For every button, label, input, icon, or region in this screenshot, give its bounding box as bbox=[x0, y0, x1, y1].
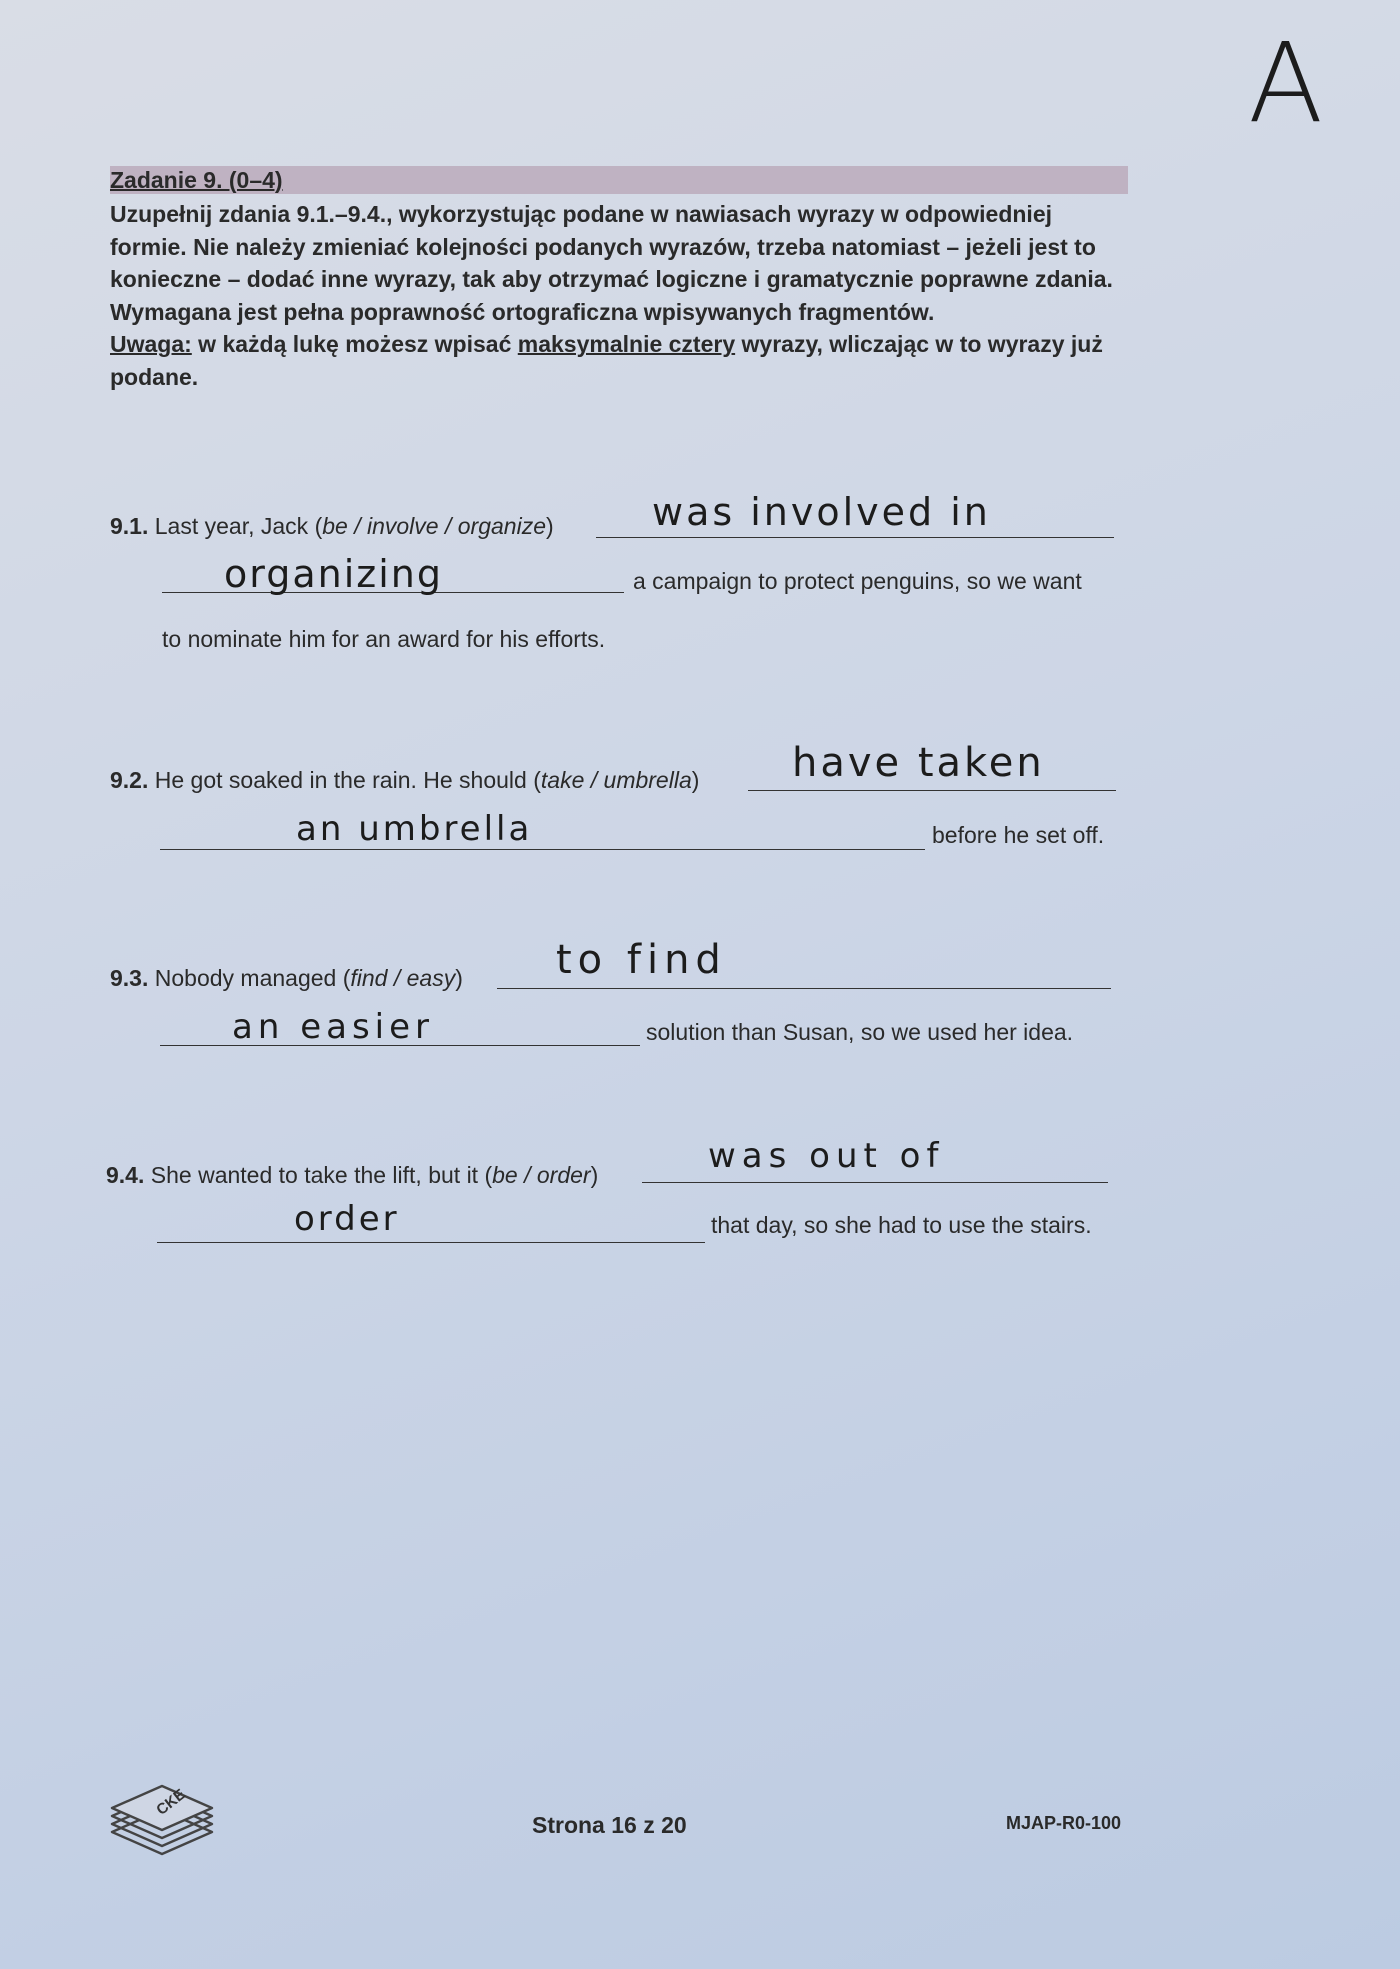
note-text-2: wyrazy, wliczając w to wyrazy już podane. bbox=[110, 331, 1103, 390]
item-9-1-answer-1[interactable]: was involved in bbox=[652, 490, 991, 534]
item-9-1-after-gap: a campaign to protect penguins, so we want bbox=[633, 568, 1082, 594]
item-9-4-after-gap: that day, so she had to use the stairs. bbox=[711, 1212, 1092, 1238]
item-9-4-answer-1[interactable]: was out of bbox=[708, 1136, 945, 1176]
note-label: Uwaga: bbox=[110, 331, 192, 358]
item-9-4-prompt: 9.4. She wanted to take the lift, but it (be / order) bbox=[106, 1162, 599, 1188]
svg-text:CKE: CKE bbox=[153, 1785, 189, 1819]
item-9-1-tail: to nominate him for an award for his efforts. bbox=[162, 626, 606, 652]
item-9-2-answer-1[interactable]: have taken bbox=[792, 740, 1045, 786]
item-9-2-answer-2[interactable]: an umbrella bbox=[296, 809, 533, 849]
item-9-3-answer-2[interactable]: an easier bbox=[232, 1007, 435, 1047]
item-9-3-answer-1[interactable]: to find bbox=[556, 937, 727, 983]
item-9-1-prompt: 9.1. Last year, Jack (be / involve / organize) bbox=[110, 513, 554, 539]
item-9-3-after-gap: solution than Susan, so we used her idea. bbox=[646, 1019, 1074, 1045]
item-9-4-gap-1[interactable] bbox=[642, 1182, 1108, 1183]
item-9-3-gap-1[interactable] bbox=[497, 988, 1111, 989]
cke-logo-icon bbox=[108, 1782, 216, 1863]
task-instructions bbox=[110, 198, 1130, 394]
exam-code: MJAP-R0-100 bbox=[1006, 1813, 1122, 1833]
handwritten-version-mark: A bbox=[1248, 19, 1324, 147]
item-9-1-gap-1[interactable] bbox=[596, 537, 1114, 538]
item-9-1-answer-2[interactable]: organizing bbox=[224, 552, 443, 596]
page-number: Strona 16 z 20 bbox=[532, 1812, 687, 1838]
task-title: Zadanie 9. (0–4) bbox=[110, 167, 283, 193]
item-9-3-prompt: 9.3. Nobody managed (find / easy) bbox=[110, 965, 463, 991]
note-emphasis: maksymalnie cztery bbox=[517, 331, 736, 358]
item-9-2-gap-1[interactable] bbox=[748, 790, 1116, 791]
item-9-2-after-gap: before he set off. bbox=[932, 822, 1105, 848]
item-9-4-gap-2[interactable] bbox=[157, 1242, 705, 1243]
note-text-1: w każdą lukę możesz wpisać bbox=[191, 331, 518, 358]
instruction-text: Uzupełnij zdania 9.1.–9.4., wykorzystując podane w nawiasach wyrazy w odpowiedniej formie. Nie należy zmieniać kolejności podanych wyrazów, trzeba natomiast – jeżeli jest to konieczne – dodać inne wyrazy, tak aby otrzymać logiczne i gramatycznie poprawne zdania. Wymagana jest pełna poprawność ortograficzna wpisywanych fragmentów. bbox=[110, 201, 1113, 325]
item-9-2-gap-2[interactable] bbox=[160, 849, 925, 850]
item-9-4-answer-2[interactable]: order bbox=[294, 1199, 400, 1239]
item-9-2-prompt: 9.2. He got soaked in the rain. He should (take / umbrella) bbox=[110, 767, 700, 793]
